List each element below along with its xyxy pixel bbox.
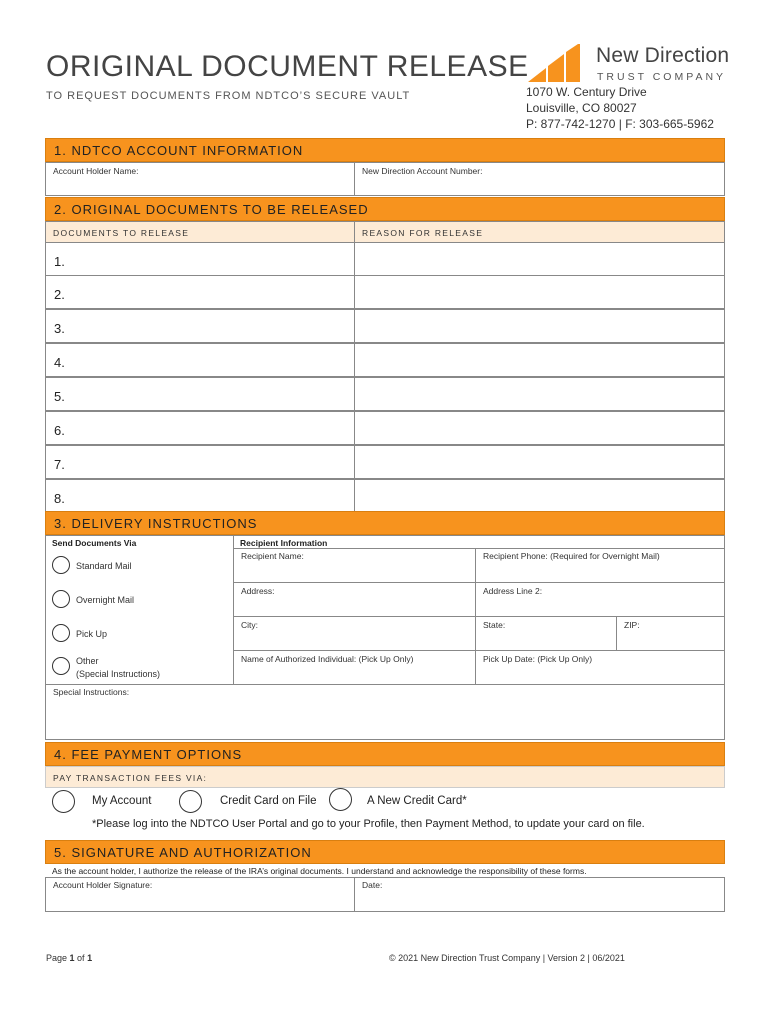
pick-up-date-field[interactable]: [475, 650, 725, 685]
table-row: [45, 242, 725, 276]
authorized-individual-label: Name of Authorized Individual: (Pick Up Only): [241, 654, 414, 664]
row-number: 4.: [54, 355, 65, 370]
new-credit-card-label: A New Credit Card*: [367, 795, 467, 807]
special-instructions-field[interactable]: [45, 684, 725, 740]
section-1-header: 1. NDTCO ACCOUNT INFORMATION: [45, 138, 725, 162]
date-label: Date:: [362, 880, 383, 890]
signature-label: Account Holder Signature:: [53, 880, 153, 890]
address-line-2-label: Address Line 2:: [483, 586, 543, 596]
standard-mail-radio[interactable]: [52, 556, 70, 574]
date-field[interactable]: [354, 877, 725, 912]
documents-table: [45, 242, 725, 512]
my-account-label: My Account: [92, 795, 152, 807]
document-field[interactable]: [45, 343, 355, 377]
send-via-label: Send Documents Via: [52, 538, 137, 548]
recipient-phone-field[interactable]: [475, 548, 725, 583]
credit-card-on-file-radio[interactable]: [179, 790, 202, 813]
reason-field[interactable]: [354, 445, 725, 479]
reason-field[interactable]: [354, 377, 725, 411]
zip-field[interactable]: [616, 616, 725, 651]
city-field[interactable]: [233, 616, 476, 651]
overnight-mail-label: Overnight Mail: [76, 595, 135, 605]
row-number: 7.: [54, 457, 65, 472]
row-number: 5.: [54, 389, 65, 404]
authorization-statement: As the account holder, I authorize the release of the IRA’s original documents. I understand and acknowledge the responsibility of these forms.: [52, 866, 587, 876]
row-number: 8.: [54, 491, 65, 506]
document-field[interactable]: [45, 275, 355, 309]
reason-field[interactable]: [354, 411, 725, 445]
address-label: Address:: [241, 586, 275, 596]
documents-column-label: DOCUMENTS TO RELEASE: [53, 228, 190, 238]
table-row: [45, 479, 725, 512]
page-current: 1: [69, 953, 75, 963]
payment-note: *Please log into the NDTCO User Portal and go to your Profile, then Payment Method, to update your card on file.: [92, 818, 645, 830]
document-field[interactable]: [45, 445, 355, 479]
recipient-name-field[interactable]: [233, 548, 476, 583]
contact-line: P: 877-742-1270 | F: 303-665-5962: [526, 117, 714, 131]
reason-field[interactable]: [354, 309, 725, 343]
reason-field[interactable]: [354, 275, 725, 309]
state-label: State:: [483, 620, 506, 630]
my-account-radio[interactable]: [52, 790, 75, 813]
pick-up-radio[interactable]: [52, 624, 70, 642]
section-3-header: 3. DELIVERY INSTRUCTIONS: [45, 511, 725, 535]
row-number: 6.: [54, 423, 65, 438]
brand-subtitle: TRUST COMPANY: [597, 71, 727, 83]
document-field[interactable]: [45, 411, 355, 445]
table-row: [45, 377, 725, 410]
page-title: ORIGINAL DOCUMENT RELEASE: [46, 50, 529, 83]
row-number: 3.: [54, 321, 65, 336]
account-holder-name-field[interactable]: [45, 162, 355, 196]
other-sublabel: (Special Instructions): [76, 669, 161, 679]
standard-mail-label: Standard Mail: [76, 561, 132, 571]
reason-field[interactable]: [354, 242, 725, 276]
table-row: [45, 445, 725, 478]
page-prefix: Page: [46, 953, 70, 963]
reason-column-label: REASON FOR RELEASE: [362, 228, 484, 238]
row-number: 2.: [54, 287, 65, 302]
signature-field[interactable]: [45, 877, 355, 912]
other-label: Other: [76, 656, 99, 666]
brand-name: New Direction: [596, 44, 730, 67]
table-row: [45, 411, 725, 444]
recipient-phone-label: Recipient Phone: (Required for Overnight Mail): [483, 551, 660, 561]
page-number: [46, 953, 92, 963]
account-number-field[interactable]: [354, 162, 725, 196]
reason-field[interactable]: [354, 343, 725, 377]
page-total: 1: [87, 953, 93, 963]
table-row: [45, 343, 725, 376]
documents-column-header: [45, 221, 355, 243]
special-instructions-label: Special Instructions:: [53, 687, 130, 697]
pay-via-header: [45, 766, 725, 788]
address-field[interactable]: [233, 582, 476, 617]
page-subtitle: TO REQUEST DOCUMENTS FROM NDTCO’S SECURE VAULT: [46, 90, 411, 102]
pick-up-date-label: Pick Up Date: (Pick Up Only): [483, 654, 593, 664]
pick-up-label: Pick Up: [76, 629, 108, 639]
other-radio[interactable]: [52, 657, 70, 675]
section-4-header: 4. FEE PAYMENT OPTIONS: [45, 742, 725, 766]
new-credit-card-radio[interactable]: [329, 788, 352, 811]
row-number: 1.: [54, 254, 65, 269]
copyright: © 2021 New Direction Trust Company | Version 2 | 06/2021: [389, 953, 625, 963]
table-row: [45, 309, 725, 342]
new-direction-logo-icon: [526, 44, 586, 84]
city-label: City:: [241, 620, 258, 630]
section-5-header: 5. SIGNATURE AND AUTHORIZATION: [45, 840, 725, 864]
state-field[interactable]: [475, 616, 617, 651]
address-line-2-field[interactable]: [475, 582, 725, 617]
address-line-1: 1070 W. Century Drive: [526, 85, 647, 99]
section-2-header: 2. ORIGINAL DOCUMENTS TO BE RELEASED: [45, 197, 725, 221]
recipient-info-label: Recipient Information: [240, 538, 328, 548]
pay-via-label: PAY TRANSACTION FEES VIA:: [53, 773, 208, 783]
recipient-name-label: Recipient Name:: [241, 551, 304, 561]
reason-field[interactable]: [354, 479, 725, 513]
authorized-individual-field[interactable]: [233, 650, 476, 685]
credit-card-on-file-label: Credit Card on File: [220, 795, 317, 807]
document-field[interactable]: [45, 377, 355, 411]
account-number-label: New Direction Account Number:: [362, 166, 483, 176]
zip-label: ZIP:: [624, 620, 640, 630]
account-holder-name-label: Account Holder Name:: [53, 166, 139, 176]
address-line-2: Louisville, CO 80027: [526, 101, 637, 115]
reason-column-header: [354, 221, 725, 243]
overnight-mail-radio[interactable]: [52, 590, 70, 608]
page-of: of: [74, 953, 88, 963]
document-field[interactable]: [45, 309, 355, 343]
document-field[interactable]: [45, 479, 355, 513]
table-row: [45, 275, 725, 308]
document-field[interactable]: [45, 242, 355, 276]
